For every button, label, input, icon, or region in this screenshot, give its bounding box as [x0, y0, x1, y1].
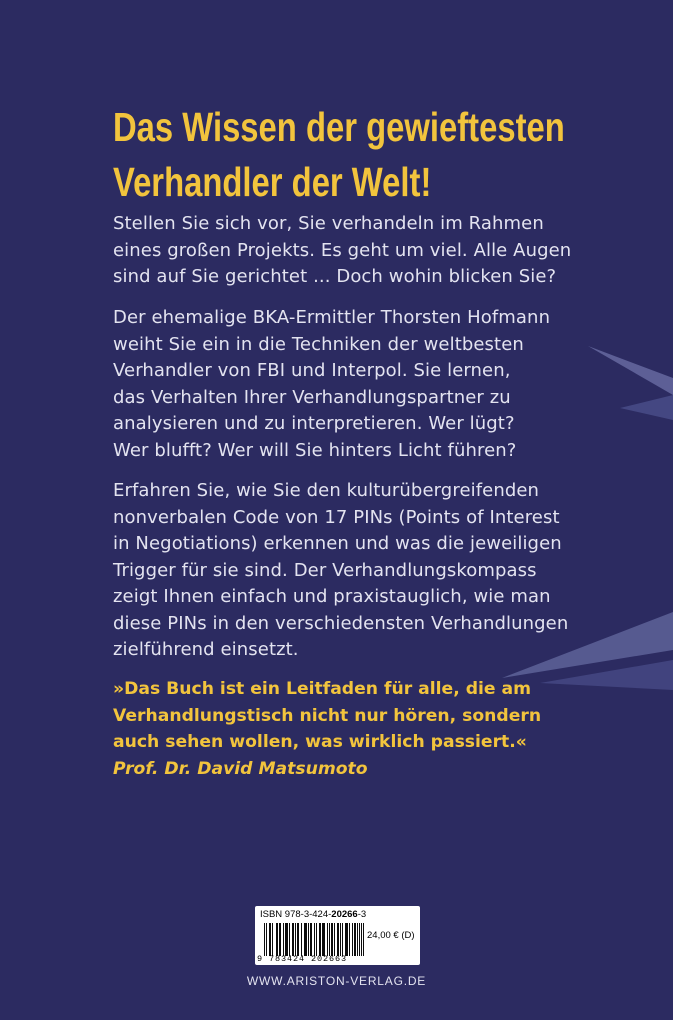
barcode-bar — [297, 923, 298, 956]
barcode-bar — [346, 923, 347, 956]
text-line: eines großen Projekts. Es geht um viel. Alle Augen — [113, 239, 572, 261]
headline-line: Verhandler der Welt! — [113, 159, 432, 205]
barcode-bar — [357, 923, 358, 956]
barcode-bar — [295, 923, 296, 956]
barcode-bar — [329, 923, 330, 956]
text-line: diese PINs in den verschiedensten Verhandlungen — [113, 612, 569, 634]
barcode-bar — [270, 923, 271, 956]
barcode-bar — [354, 923, 355, 956]
barcode-bar — [285, 923, 286, 956]
barcode-bar — [276, 923, 277, 956]
text-line: nonverbalen Code von 17 PINs (Points of Interest — [113, 506, 560, 528]
isbn-prefix: ISBN 978-3-424- — [260, 909, 332, 920]
barcode-bar — [347, 923, 348, 956]
barcode-bar — [349, 923, 350, 956]
isbn-number — [260, 909, 366, 920]
barcode-bar — [337, 923, 338, 956]
text-line: analysieren und zu interpretieren. Wer lügt? — [113, 413, 515, 434]
paragraph-pins — [113, 478, 568, 664]
isbn-bold-part: 20266 — [331, 909, 358, 920]
barcode-digits: 9 783424 202663 — [257, 954, 348, 964]
barcode-bar — [266, 923, 267, 956]
barcode-bar — [322, 923, 323, 956]
barcode-bar — [279, 923, 280, 956]
paragraph-author — [113, 305, 550, 464]
text-line: zeigt Ihnen einfach und praxistauglich, wie man — [113, 586, 551, 607]
barcode-bar — [308, 923, 309, 956]
barcode-bar — [314, 923, 315, 956]
barcode-bar — [355, 923, 356, 956]
barcode-bar — [345, 923, 346, 956]
barcode-bar — [287, 923, 288, 956]
barcode-bar — [334, 923, 335, 956]
barcode-bar — [316, 923, 317, 956]
barcode — [264, 923, 364, 956]
barcode-bar — [323, 923, 324, 956]
testimonial-quote — [113, 676, 541, 782]
barcode-bar — [272, 923, 273, 956]
barcode-bar — [269, 923, 270, 956]
headline — [113, 100, 565, 210]
text-line: Erfahren Sie, wie Sie den kulturübergreifenden — [113, 480, 540, 501]
text-line: zielführend einsetzt. — [113, 639, 299, 660]
quote-line: Verhandlungstisch nicht nur hören, sondern — [113, 705, 542, 726]
text-line: Der ehemalige BKA-Ermittler Thorsten Hofmann — [113, 307, 551, 328]
text-line: Stellen Sie sich vor, Sie verhandeln im Rahmen — [113, 213, 544, 234]
barcode-bar — [293, 923, 294, 956]
quote-line: auch sehen wollen, was wirklich passiert.« — [113, 732, 527, 752]
barcode-bar — [264, 923, 265, 956]
barcode-bar — [280, 923, 281, 956]
barcode-bar — [338, 923, 339, 956]
barcode-bar — [332, 923, 333, 956]
barcode-bar — [342, 923, 343, 956]
barcode-bar — [310, 923, 311, 956]
barcode-bar — [305, 923, 306, 956]
barcode-bar — [301, 923, 302, 956]
text-line: Wer blufft? Wer will Sie hinters Licht führen? — [113, 439, 517, 461]
isbn-suffix: -3 — [357, 909, 367, 920]
barcode-bar — [277, 923, 278, 956]
text-line: weiht Sie ein in die Techniken der weltbesten — [113, 333, 524, 355]
isbn-barcode-box — [255, 906, 420, 965]
text-line: Verhandler von FBI und Interpol. Sie lernen, — [113, 360, 511, 381]
text-line: Trigger für sie sind. Der Verhandlungskompass — [113, 559, 537, 581]
barcode-bar — [289, 923, 290, 956]
barcode-bar — [298, 923, 299, 956]
barcode-bar — [292, 923, 293, 956]
barcode-bar — [324, 923, 325, 956]
barcode-bar — [311, 923, 312, 956]
barcode-bar — [363, 923, 364, 956]
barcode-bar — [306, 923, 307, 956]
text-line: in Negotiations) erkennen und was die jeweiligen — [113, 533, 562, 554]
quote-line: »Das Buch ist ein Leitfaden für alle, die am — [113, 679, 532, 699]
price-label: 24,00 € (D) — [367, 930, 415, 941]
quote-author: Prof. Dr. David Matsumoto — [113, 758, 368, 779]
text-line: das Verhalten Ihrer Verhandlungspartner zu — [113, 386, 511, 408]
headline-line: Das Wissen der gewieftesten — [113, 104, 565, 150]
publisher-website: WWW.ARISTON-VERLAG.DE — [246, 974, 427, 988]
barcode-bar — [361, 923, 362, 956]
barcode-bar — [283, 923, 284, 956]
barcode-bar — [327, 923, 328, 956]
barcode-bar — [352, 923, 353, 956]
barcode-bar — [319, 923, 320, 956]
barcode-bar — [304, 923, 305, 956]
barcode-bar — [359, 923, 360, 956]
paragraph-intro — [113, 211, 571, 291]
barcode-bar — [331, 923, 332, 956]
barcode-bar — [340, 923, 341, 956]
barcode-bar — [286, 923, 287, 956]
barcode-bar — [320, 923, 321, 956]
text-line: sind auf Sie gerichtet ... Doch wohin blicken Sie? — [113, 266, 557, 287]
